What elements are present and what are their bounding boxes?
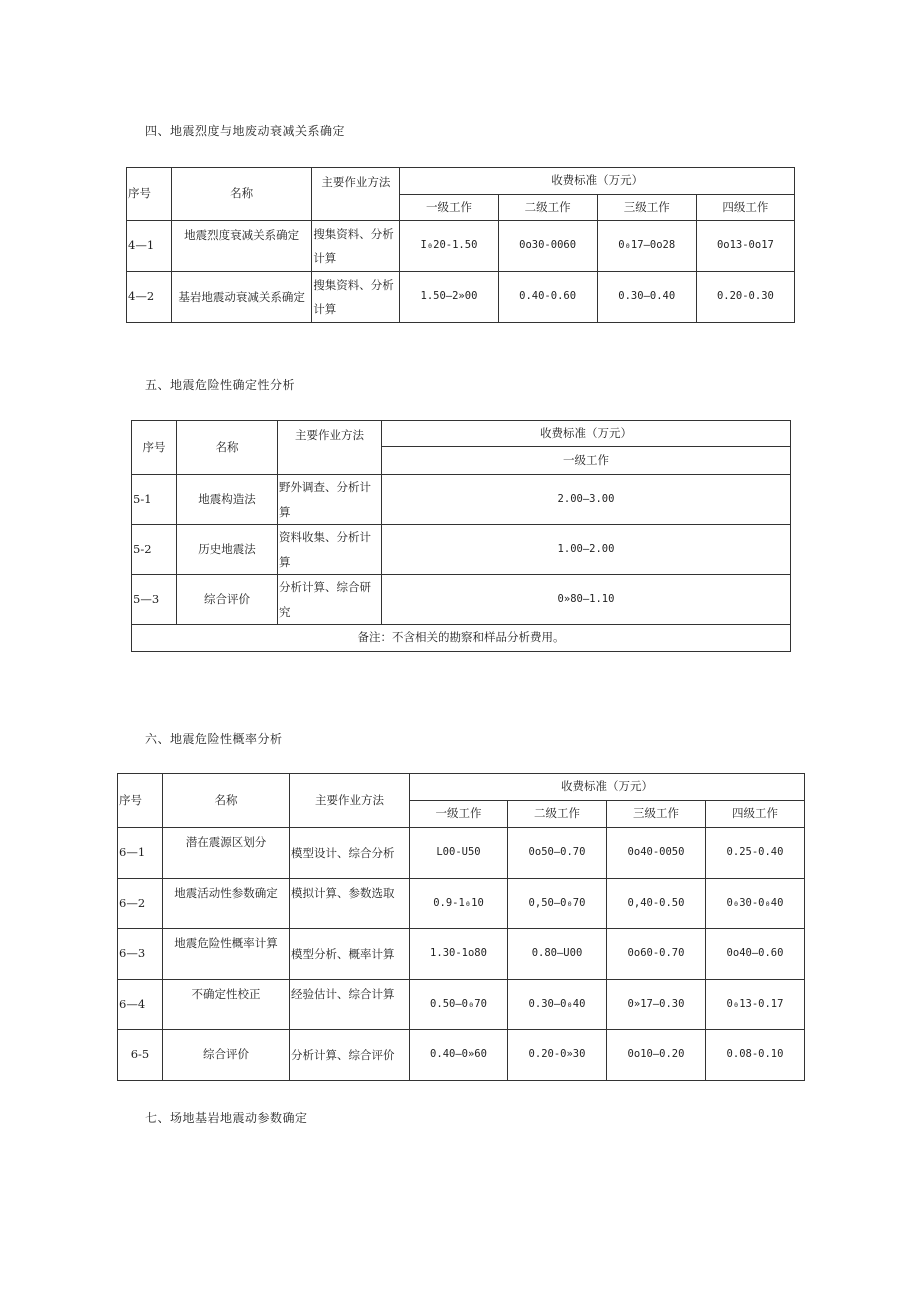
header-seq: 序号 [118,774,163,828]
row-name: 历史地震法 [177,525,278,575]
header-fee: 收费标准（万元） [410,774,805,801]
header-level1: 一级工作 [410,801,508,828]
section-7-title: 七、场地基岩地震动参数确定 [145,1111,308,1125]
row-method: 搜集资料、分析计算 [312,221,400,272]
header-level3: 三级工作 [597,195,696,221]
table-row [118,1030,805,1081]
row-value-level2: 0o50—0.70 [508,828,607,879]
table-row [118,929,805,980]
header-fee: 收费标准（万元） [382,421,791,447]
section-5-title: 五、地震危险性确定性分析 [145,378,296,392]
row-name: 地震危险性概率计算 [163,929,290,980]
row-seq: 5-2 [132,525,177,575]
row-value-level4: 0.20-0.30 [696,272,794,323]
row-name: 地震活动性参数确定 [163,879,290,929]
row-value-level4: 0₀30-0₀40 [706,879,805,929]
row-name: 基岩地震动衰减关系确定 [172,272,312,323]
row-value-level1: L00-U50 [410,828,508,879]
table-row [118,828,805,879]
row-value-level1: 0»80—1.10 [382,575,791,625]
deterministic-analysis-fee-table [131,420,791,652]
row-value-level1: 1.00—2.00 [382,525,791,575]
row-value-level1: 1.30-1o80 [410,929,508,980]
row-name: 潜在震源区划分 [163,828,290,879]
row-value-level4: 0o40—0.60 [706,929,805,980]
table-row [127,272,795,323]
row-value-level3: 0»17—0.30 [607,980,706,1030]
row-seq: 5—3 [132,575,177,625]
row-value-level4: 0.08-0.10 [706,1030,805,1081]
row-method: 模型设计、综合分析 [290,828,410,879]
row-value-level1: 0.9-1₀10 [410,879,508,929]
table-row [118,980,805,1030]
row-value-level1: 2.00—3.00 [382,475,791,525]
row-method: 模拟计算、参数选取 [290,879,410,929]
row-name: 不确定性校正 [163,980,290,1030]
row-name: 地震烈度衰减关系确定 [172,221,312,272]
row-seq: 6—2 [118,879,163,929]
row-seq: 6—4 [118,980,163,1030]
row-method: 分析计算、综合评价 [290,1030,410,1081]
header-method: 主要作业方法 [290,774,410,828]
header-level4: 四级工作 [706,801,805,828]
row-name: 综合评价 [163,1030,290,1081]
header-name: 名称 [163,774,290,828]
table-row [132,575,791,625]
section-4-title: 四、地震烈度与地废动衰减关系确定 [145,124,346,138]
row-method: 模型分析、概率计算 [290,929,410,980]
row-value-level3: 0,40-0.50 [607,879,706,929]
row-method: 资料收集、分析计算 [278,525,382,575]
attenuation-fee-table [126,167,795,323]
row-value-level1: I₀20-1.50 [400,221,498,272]
row-value-level2: 0.30—0₀40 [508,980,607,1030]
header-seq: 序号 [127,168,172,221]
header-name: 名称 [172,168,312,221]
row-value-level2: 0o30-0060 [498,221,597,272]
table-row [118,879,805,929]
row-method: 搜集资料、分析计算 [312,272,400,323]
row-value-level1: 0.40—0»60 [410,1030,508,1081]
row-value-level4: 0o13-0o17 [696,221,794,272]
row-value-level4: 0.25-0.40 [706,828,805,879]
row-value-level2: 0,50—0₀70 [508,879,607,929]
header-name: 名称 [177,421,278,475]
header-seq: 序号 [132,421,177,475]
row-value-level1: 1.50—2»00 [400,272,498,323]
row-value-level3: 0o10—0.20 [607,1030,706,1081]
row-method: 经验估计、综合计算 [290,980,410,1030]
row-value-level3: 0o40-0050 [607,828,706,879]
table-row [132,525,791,575]
row-method: 分析计算、综合研究 [278,575,382,625]
row-name: 地震构造法 [177,475,278,525]
row-value-level2: 0.80—U00 [508,929,607,980]
header-fee: 收费标准（万元） [400,168,795,195]
row-value-level3: 0o60-0.70 [607,929,706,980]
row-value-level1: 0.50—0₀70 [410,980,508,1030]
row-seq: 6-5 [118,1030,163,1081]
row-seq: 6—3 [118,929,163,980]
row-seq: 5-1 [132,475,177,525]
row-seq: 4—1 [127,221,172,272]
row-seq: 4—2 [127,272,172,323]
header-level4: 四级工作 [696,195,794,221]
row-name: 综合评价 [177,575,278,625]
header-level3: 三级工作 [607,801,706,828]
row-value-level2: 0.40-0.60 [498,272,597,323]
header-level2: 二级工作 [498,195,597,221]
section-6-title: 六、地震危险性概率分析 [145,732,283,746]
row-method: 野外调查、分析计算 [278,475,382,525]
table-note: 备注：不含相关的勘察和样品分析费用。 [132,625,791,652]
row-value-level4: 0₀13-0.17 [706,980,805,1030]
header-level1: 一级工作 [400,195,498,221]
header-method: 主要作业方法 [312,168,400,221]
row-seq: 6—1 [118,828,163,879]
table-row [127,221,795,272]
header-level2: 二级工作 [508,801,607,828]
row-value-level3: 0.30—0.40 [597,272,696,323]
probabilistic-analysis-fee-table [117,773,805,1081]
header-method: 主要作业方法 [278,421,382,475]
table-row [132,475,791,525]
row-value-level2: 0.20-0»30 [508,1030,607,1081]
header-level1: 一级工作 [382,447,791,475]
row-value-level3: 0₀17—0o28 [597,221,696,272]
